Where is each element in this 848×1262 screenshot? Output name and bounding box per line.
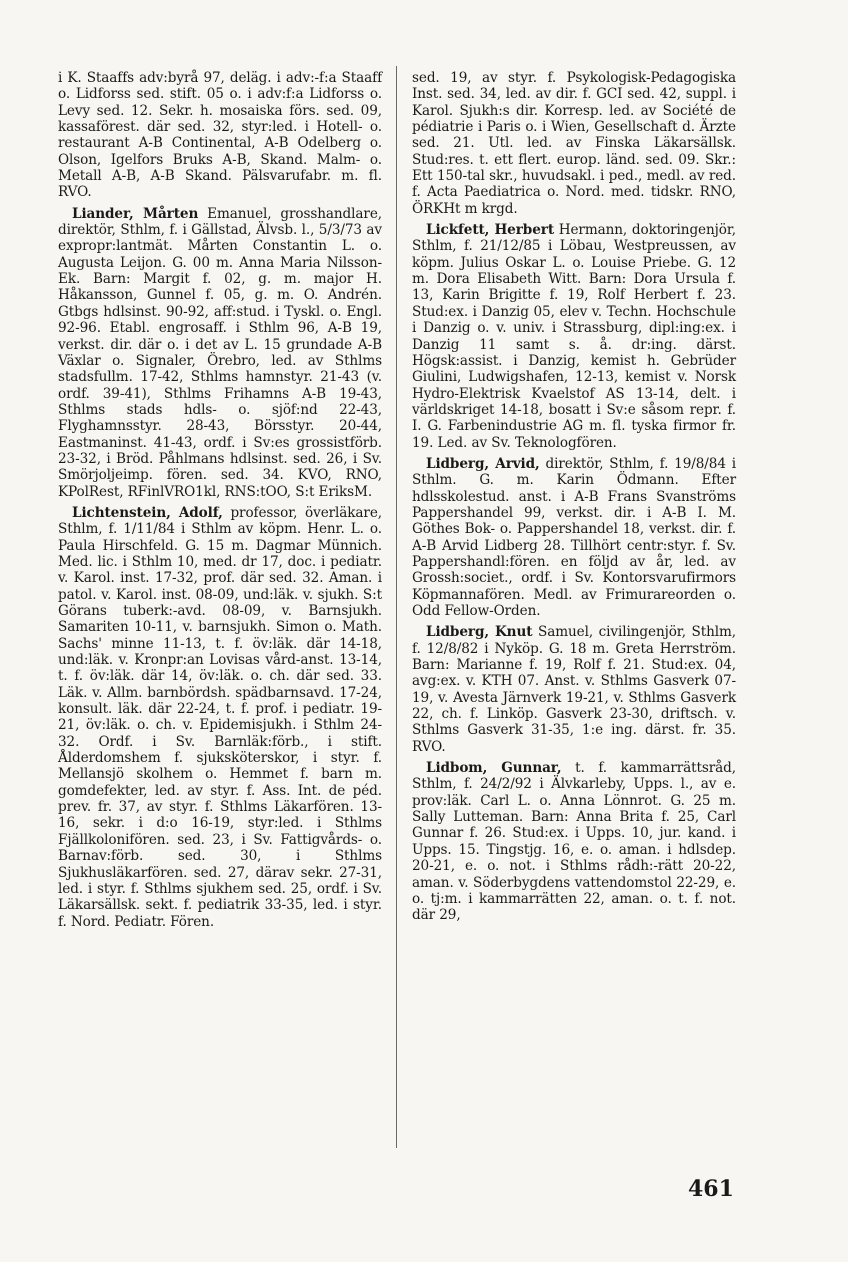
right-continuation-text: sed. 19, av styr. f. Psykologisk-Pedagogiska Inst. sed. 34, led. av dir. f. GCI sed. 42, suppl. i Karol. Sjukh:s dir. Korresp. led. av Société de pédiatrie i Paris o. i Wien, Gesellschaft d. Ärzte sed. 21. Utl. led. av Finska Läkarsällsk. Stud:res. t. ett flert. europ. länd. sed. 09. Skr.: Ett 150-tal skr., huvudsakl. i ped., medl. av red. f. Acta Paediatrica o. Nord. med. tidskr. RNO, ÖRKHt m krgd. [412, 70, 736, 217]
left-continuation-text: i K. Staaffs adv:byrå 97, deläg. i adv:-f:a Staaff o. Lidforss sed. stift. 05 o. i adv:f:a Lidforss o. Levy sed. 12. Sekr. h. mosaiska förs. sed. 09, kassaförest. där sed. 32, styr:led. i Hotell- o. restaurant A-B Continental, A-B Odelberg o. Olson, Igelfors Bruks A-B, Skand. Malm- o. Metall A-B, A-B Skand. Pälsvarufabr. m. fl. RVO. [58, 70, 382, 201]
entry-lichtenstein [58, 505, 382, 930]
entry-lidberg-arvid [412, 456, 736, 619]
page-number: 461 [688, 1176, 734, 1202]
entry-text: Emanuel, grosshandlare, direktör, Sthlm, f. i Gällstad, Älvsb. l., 5/3/73 av expropr:lantmät. Mårten Constantin L. o. Augusta Leijon. G. 00 m. Anna Maria Nilsson-Ek. Barn: Margit f. 02, g. m. major H. Håkansson, Gunnel f. 05, g. m. O. Andrén. Gtbgs hdlsinst. 90-92, aff:stud. i Tyskl. o. Engl. 92-96. Etabl. engrosaff. i Sthlm 96, A-B 19, verkst. dir. där o. i det av L. 15 grundade A-B Växlar o. Signaler, Örebro, led. av Sthlms stadsfullm. 17-42, Sthlms hamnstyr. 21-43 (v. ordf. 39-41), Sthlms Frihamns A-B 19-43, Sthlms stads hdls- o. sjöf:nd 22-43, Flyghamnsstyr. 28-43, Börsstyr. 20-44, Eastmaninst. 41-43, ordf. i Sv:es grossistförb. 23-32, i Bröd. Påhlmans hdlsinst. sed. 26, i Sv. Smörjoljeimp. fören. sed. 34. KVO, RNO, KPolRest, RFinlVRO1kl, RNS:tOO, S:t EriksM. [58, 205, 382, 500]
right-column [412, 70, 736, 929]
left-column [58, 70, 382, 935]
entry-text: t. f. kammarrättsråd, Sthlm, f. 24/2/92 i Älvkarleby, Upps. l., av e. prov:läk. Carl L. o. Anna Lönnrot. G. 25 m. Sally Lutteman. Barn: Anna Brita f. 25, Carl Gunnar f. 26. Stud:ex. i Upps. 10, jur. kand. i Upps. 15. Tingstjg. 16, e. o. aman. i hdlsdep. 20-21, e. o. not. i Sthlms rådh:-rätt 20-22, aman. v. Söderbygdens vattendomstol 22-29, e. o. tj:m. i kammarrätten 22, aman. o. t. f. not. där 29, [412, 760, 736, 924]
entry-text: professor, överläkare, Sthlm, f. 1/11/84 i Sthlm av köpm. Henr. L. o. Paula Hirschfeld. G. 15 m. Dagmar Münnich. Med. lic. i Sthlm 10, med. dr 17, doc. i pediatr. v. Karol. inst. 17-32, prof. där sed. 32. Aman. i patol. v. Karol. inst. 08-09, und:läk. v. sjukh. S:t Görans tuberk:-avd. 08-09, v. Barnsjukh. Samariten 10-11, v. barnsjukh. Simon o. Math. Sachs' minne 11-13, t. f. öv:läk. där 14-18, und:läk. v. Kronpr:an Lovisas vård-anst. 13-14, t. f. öv:läk. där 14, öv:läk. o. ch. där sed. 33. Läk. v. Allm. barnbördsh. spädbarnsavd. 17-24, konsult. läk. där 22-24, t. f. prof. i pediatr. 19-21, öv:läk. o. ch. v. Epidemisjukh. i Sthlm 24-32. Ordf. i Sv. Barnläk:förb., i stift. Ålderdomshem f. sjuksköterskor, i styr. f. Mellansjö skolhem o. Hemmet f. barn m. gomdefekter, led. av styr. f. Ass. Int. de péd. prev. fr. 37, av styr. f. Sthlms Läkarfören. 13-16, sekr. i d:o 16-19, styr:led. i Sthlms Fjällkolonifören. sed. 23, i Sv. Fattigvårds- o. Barnav:förb. sed. 30, i Sthlms Sjukhusläkarfören. sed. 27, därav sekr. 27-31, led. i styr. f. Sthlms sjukhem sed. 25, ordf. i Sv. Läkarsällsk. sekt. f. pediatrik 33-35, led. i styr. f. Nord. Pediatr. Fören. [58, 504, 382, 930]
entry-liander [58, 206, 382, 500]
entry-name: Lidberg, Arvid, [426, 455, 540, 472]
entry-name: Liander, Mårten [72, 205, 199, 222]
column-divider [396, 66, 397, 1148]
entry-text: Hermann, doktoringenjör, Sthlm, f. 21/12/85 i Löbau, Westpreussen, av köpm. Julius Oskar L. o. Louise Priebe. G. 12 m. Dora Elisabeth Witt. Barn: Dora Ursula f. 13, Karin Brigitte f. 19, Rolf Herbert f. 23. Stud:ex. i Danzig 05, elev v. Techn. Hochschule i Danzig o. v. univ. i Strassburg, dipl:ing:ex. i Danzig 11 samt s. å. dr:ing. därst. Högsk:assist. i Danzig, kemist h. Gebrüder Giulini, Ludwigshafen, 12-13, kemist v. Norsk Hydro-Elektrisk Kvaelstof AS 13-14, delt. i världskriget 14-18, bosatt i Sv:e såsom repr. f. I. G. Farbenindustrie AG m. fl. tyska firmor fr. 19. Led. av Sv. Teknologfören. [412, 222, 736, 451]
entry-name: Lickfett, Herbert [426, 222, 554, 239]
entry-lidberg-knut [412, 624, 736, 755]
entry-text: Samuel, civilingenjör, Sthlm, f. 12/8/82 i Nyköp. G. 18 m. Greta Herrström. Barn: Marianne f. 19, Rolf f. 21. Stud:ex. 04, avg:ex. v. KTH 07. Anst. v. Sthlms Gasverk 07-19, v. Avesta Järnverk 19-21, v. Sthlms Gasverk 22, ch. f. Linköp. Gasverk 23-30, driftsch. v. Sthlms Gasverk 31-35, 1:e ing. därst. fr. 35. RVO. [412, 624, 736, 755]
entry-name: Lichtenstein, Adolf, [72, 504, 223, 521]
entry-name: Lidberg, Knut [426, 624, 533, 641]
entry-name: Lidbom, Gunnar, [426, 760, 562, 777]
entry-lickfett [412, 222, 736, 451]
entry-text: direktör, Sthlm, f. 19/8/84 i Sthlm. G. m. Karin Ödmann. Efter hdlsskolestud. anst. i A-B Frans Svanströms Pappershandel 99, verkst. dir. i A-B I. M. Göthes Bok- o. Pappershandel 18, verkst. dir. f. A-B Arvid Lidberg 28. Tillhört centr:styr. f. Sv. Pappershandl:fören. en följd av år, led. av Grossh:societ., ordf. i Sv. Kontorsvarufirmors Köpmannafören. Medl. av Frimurareorden o. Odd Fellow-Orden. [412, 455, 736, 619]
entry-lidbom [412, 760, 736, 923]
